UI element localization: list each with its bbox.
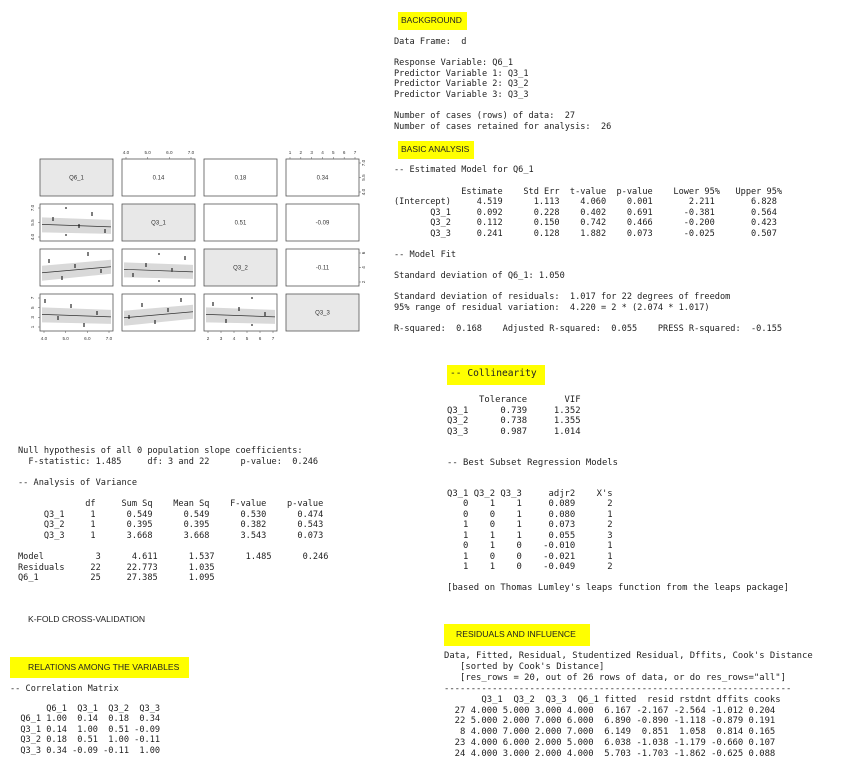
collinearity-line	[447, 385, 854, 395]
data-point	[171, 268, 173, 270]
anova-line: Residuals 22 22.773 1.035	[18, 562, 215, 573]
anova-line: Q3_3 1 3.668 3.668 3.543 0.073	[18, 530, 324, 541]
corr-value: -0.09	[315, 220, 330, 227]
tick-label: 4	[361, 266, 366, 269]
collinearity-line: [based on Thomas Lumley's leaps function from the leaps package]	[447, 582, 789, 593]
anova-line: F-statistic: 1.485 df: 3 and 22 p-value: 0.246	[18, 456, 319, 467]
data-point	[180, 298, 182, 300]
basic-analysis-line: Q3_1 0.092 0.228 0.402 0.691 -0.381 0.564	[394, 207, 777, 218]
data-point	[100, 269, 102, 271]
tick-label: 2	[299, 150, 303, 155]
data-point	[251, 297, 253, 299]
data-point	[225, 319, 227, 321]
anova-line: df Sum Sq Mean Sq F-value p-value	[18, 498, 324, 509]
residuals-line: [res_rows = 20, out of 26 rows of data, or do res_rows="all"]	[444, 672, 786, 683]
tick-label: 2	[206, 336, 210, 341]
tick-label: 4.0	[40, 336, 48, 341]
tick-label: 3	[30, 316, 35, 319]
collinearity-line	[447, 447, 854, 457]
data-point	[154, 320, 156, 322]
panel-background	[394, 8, 854, 335]
data-point	[184, 256, 186, 258]
diag-label: Q6_1	[69, 175, 84, 182]
tick-label: 7.0	[187, 150, 195, 155]
basic-analysis-line: -- Model Fit	[394, 250, 457, 261]
tick-label: 3	[219, 336, 223, 341]
kfold-heading: K-FOLD CROSS-VALIDATION	[28, 613, 146, 624]
data-point	[180, 300, 182, 302]
tick-label: 6.0	[84, 336, 91, 341]
collinearity-line	[447, 572, 854, 582]
background-line: Response Variable: Q6_1	[394, 58, 513, 69]
tick-label: 7.0	[30, 204, 35, 212]
corr-matrix-title: -- Correlation Matrix	[10, 684, 119, 694]
panel-collinearity	[447, 361, 854, 593]
diag-label: Q3_3	[315, 310, 330, 317]
diag-label: Q3_1	[151, 220, 166, 227]
basic-analysis-line: R-squared: 0.168 Adjusted R-squared: 0.055 PRESS R-squared: -0.155	[394, 324, 783, 335]
collinearity-heading: -- Collinearity	[447, 365, 545, 385]
basic-analysis-line	[394, 282, 854, 293]
tick-label: 4.0	[361, 188, 366, 196]
data-point	[61, 278, 63, 280]
data-point	[212, 302, 214, 304]
tick-label: 7	[353, 150, 357, 155]
data-point	[264, 314, 266, 316]
data-point	[104, 229, 106, 231]
data-point	[238, 307, 240, 309]
anova-line	[18, 467, 438, 478]
data-point	[100, 271, 102, 273]
residuals-line: 22 5.000 2.000 7.000 6.000 6.890 -0.890 -1.118 -0.879 0.191	[444, 716, 776, 727]
tick-label: 6	[361, 251, 366, 255]
data-point	[91, 214, 93, 216]
tick-label: 2	[361, 280, 366, 284]
data-point	[70, 306, 72, 308]
data-point	[87, 254, 89, 256]
collinearity-line: 1 1 0 -0.049 2	[447, 561, 613, 572]
basic-analysis-line: Standard deviation of Q6_1: 1.050	[394, 271, 565, 282]
data-point	[96, 313, 98, 315]
basic-analysis-heading: BASIC ANALYSIS	[398, 141, 474, 159]
residuals-line: [sorted by Cook's Distance]	[444, 661, 605, 672]
collinearity-line	[447, 437, 854, 447]
basic-analysis-line: (Intercept) 4.519 1.113 4.060 0.001 2.211 6.828	[394, 197, 777, 208]
basic-analysis-line: Q3_2 0.112 0.150 0.742 0.466 -0.200 0.423	[394, 218, 777, 229]
anova-line	[18, 488, 438, 499]
data-point	[83, 325, 85, 327]
collinearity-line: Q3_3 0.987 1.014	[447, 426, 581, 437]
background-line: Predictor Variable 2: Q3_2	[394, 79, 529, 90]
residuals-line: -----------------------------------------------------------------	[444, 683, 792, 694]
data-point	[96, 311, 98, 313]
data-point	[65, 234, 67, 236]
basic-analysis-line	[394, 240, 854, 251]
residuals-line: Q3_1 Q3_2 Q3_3 Q6_1 fitted resid rstdnt dffits cooks	[444, 694, 781, 705]
data-point	[264, 312, 266, 314]
residuals-line: 8 4.000 7.000 2.000 7.000 6.149 0.851 1.058 0.814 0.165	[444, 727, 776, 738]
background-heading: BACKGROUND	[398, 12, 467, 30]
collinearity-line: Q3_1 0.739 1.352	[447, 405, 581, 416]
data-point	[44, 299, 46, 301]
tick-label: 5.0	[144, 150, 151, 155]
tick-label: 6	[342, 150, 346, 155]
data-point	[158, 253, 160, 255]
panel-anova	[18, 446, 438, 624]
tick-label: 4	[321, 150, 324, 155]
anova-line: Q3_2 1 0.395 0.395 0.382 0.543	[18, 520, 324, 531]
tick-label: 4	[232, 336, 236, 341]
data-point	[128, 315, 130, 317]
data-point	[167, 310, 169, 312]
background-line	[394, 101, 854, 112]
tick-label: 5.0	[62, 336, 69, 341]
tick-label: 7	[271, 336, 275, 341]
collinearity-line: 0 0 1 0.080 1	[447, 509, 613, 520]
data-point	[132, 273, 134, 275]
basic-analysis-line: Estimate Std Err t-value p-value Lower 95% Upper 95%	[394, 186, 783, 197]
basic-analysis-line	[394, 176, 854, 187]
background-line: Data Frame: d	[394, 37, 467, 47]
diag-label: Q3_2	[233, 265, 248, 272]
corr-value: 0.51	[234, 220, 247, 227]
tick-label: 5	[332, 150, 335, 155]
data-point	[167, 308, 169, 310]
data-point	[74, 264, 76, 266]
tick-label: 1	[288, 150, 292, 155]
anova-line: Null hypothesis of all 0 population slope coefficients:	[18, 446, 303, 456]
basic-analysis-text	[394, 165, 854, 335]
residuals-line: 27 4.000 5.000 3.000 4.000 6.167 -2.167 -2.564 -1.012 0.204	[444, 705, 776, 716]
tick-label: 3	[310, 150, 313, 155]
data-point	[91, 212, 93, 214]
data-point	[70, 304, 72, 306]
basic-analysis-line	[394, 314, 854, 325]
tick-label: 5	[245, 336, 249, 341]
basic-analysis-line: Q3_3 0.241 0.128 1.882 0.073 -0.025 0.507	[394, 228, 777, 239]
data-point	[158, 280, 160, 282]
background-line: Number of cases (rows) of data: 27	[394, 111, 576, 122]
corr-value: -0.11	[315, 265, 330, 272]
collinearity-text	[447, 385, 854, 593]
corr-value: 0.18	[234, 175, 247, 182]
data-point	[48, 261, 50, 263]
data-point	[52, 219, 54, 221]
relations-heading: RELATIONS AMONG THE VARIABLES	[10, 657, 189, 678]
basic-analysis-line: 95% range of residual variation: 4.220 = 2 * (2.074 * 1.017)	[394, 303, 710, 314]
scatterplot-matrix	[20, 145, 375, 345]
data-point	[141, 303, 143, 305]
data-point	[141, 305, 143, 307]
residuals-line: 24 4.000 3.000 2.000 4.000 5.703 -1.703 -1.862 -0.625 0.088	[444, 749, 776, 760]
corr-matrix	[10, 704, 430, 757]
collinearity-line	[447, 468, 854, 478]
basic-analysis-line: Standard deviation of residuals: 1.017 for 22 degrees of freedom	[394, 292, 731, 303]
data-point	[184, 258, 186, 260]
residuals-text	[444, 651, 854, 760]
anova-text	[18, 446, 438, 584]
data-point	[83, 323, 85, 325]
corr-value: 0.14	[152, 175, 165, 182]
background-line: Predictor Variable 3: Q3_3	[394, 89, 529, 100]
residuals-section	[444, 622, 854, 760]
data-point	[48, 259, 50, 261]
data-point	[145, 263, 147, 265]
basic-analysis-line: -- Estimated Model for Q6_1	[394, 165, 534, 176]
tick-label: 7	[30, 296, 35, 300]
data-point	[128, 317, 130, 319]
data-point	[57, 316, 59, 318]
data-point	[145, 265, 147, 267]
background-line: Predictor Variable 1: Q3_1	[394, 68, 529, 79]
anova-line	[18, 541, 438, 552]
residuals-heading: RESIDUALS AND INFLUENCE	[444, 624, 590, 646]
tick-label: 5	[30, 306, 35, 309]
collinearity-line: 0 1 0 -0.010 1	[447, 541, 613, 552]
anova-line: Model 3 4.611 1.537 1.485 0.246	[18, 551, 329, 562]
data-point	[225, 321, 227, 323]
tick-label: 5.5	[30, 219, 35, 226]
collinearity-line: Tolerance VIF	[447, 395, 581, 406]
collinearity-line: -- Best Subset Regression Models	[447, 457, 618, 468]
collinearity-line: Q3_1 Q3_2 Q3_3 adjr2 X's	[447, 489, 613, 500]
data-point	[132, 275, 134, 277]
data-point	[78, 226, 80, 228]
relations-section	[10, 655, 430, 757]
data-point	[104, 231, 106, 233]
collinearity-line: 1 1 1 0.055 3	[447, 530, 613, 541]
data-point	[57, 318, 59, 320]
corr-line: Q3_2 0.18 0.51 1.00 -0.11	[10, 735, 161, 746]
anova-line: Q3_1 1 0.549 0.549 0.530 0.474	[18, 509, 324, 520]
anova-line: -- Analysis of Variance	[18, 477, 137, 488]
tick-label: 6.0	[166, 150, 173, 155]
background-line	[394, 48, 854, 59]
corr-line: Q6_1 1.00 0.14 0.18 0.34	[10, 714, 161, 725]
data-point	[238, 309, 240, 311]
collinearity-line: 0 1 1 0.089 2	[447, 499, 613, 510]
data-point	[78, 224, 80, 226]
data-point	[212, 304, 214, 306]
data-point	[65, 207, 67, 209]
tick-label: 5.5	[361, 174, 366, 181]
data-point	[251, 324, 253, 326]
background-line: Number of cases retained for analysis: 26	[394, 121, 612, 132]
corr-line: Q3_1 0.14 1.00 0.51 -0.09	[10, 724, 161, 735]
tick-label: 6	[258, 336, 262, 341]
tick-label: 4.0	[122, 150, 130, 155]
tick-label: 4.0	[30, 233, 35, 241]
corr-line: Q6_1 Q3_1 Q3_2 Q3_3	[10, 703, 161, 714]
anova-line: Q6_1 25 27.385 1.095	[18, 573, 215, 584]
data-point	[74, 266, 76, 268]
corr-line: Q3_3 0.34 -0.09 -0.11 1.00	[10, 745, 161, 756]
data-point	[87, 252, 89, 254]
background-text	[394, 37, 854, 132]
residuals-line: 23 4.000 6.000 2.000 5.000 6.038 -1.038 -1.179 -0.660 0.107	[444, 738, 776, 749]
basic-analysis-line	[394, 261, 854, 272]
collinearity-line	[447, 479, 854, 489]
collinearity-line: Q3_2 0.738 1.355	[447, 416, 581, 427]
data-point	[61, 276, 63, 278]
data-point	[44, 301, 46, 303]
collinearity-line: 1 0 0 -0.021 1	[447, 551, 613, 562]
data-point	[171, 270, 173, 272]
data-point	[154, 322, 156, 324]
corr-value: 0.34	[316, 175, 329, 182]
data-point	[52, 217, 54, 219]
tick-label: 7.0	[361, 159, 366, 167]
tick-label: 7.0	[105, 336, 113, 341]
collinearity-line: 1 0 1 0.073 2	[447, 520, 613, 531]
residuals-line: Data, Fitted, Residual, Studentized Residual, Dffits, Cook's Distance	[444, 651, 813, 661]
tick-label: 1	[30, 325, 35, 329]
